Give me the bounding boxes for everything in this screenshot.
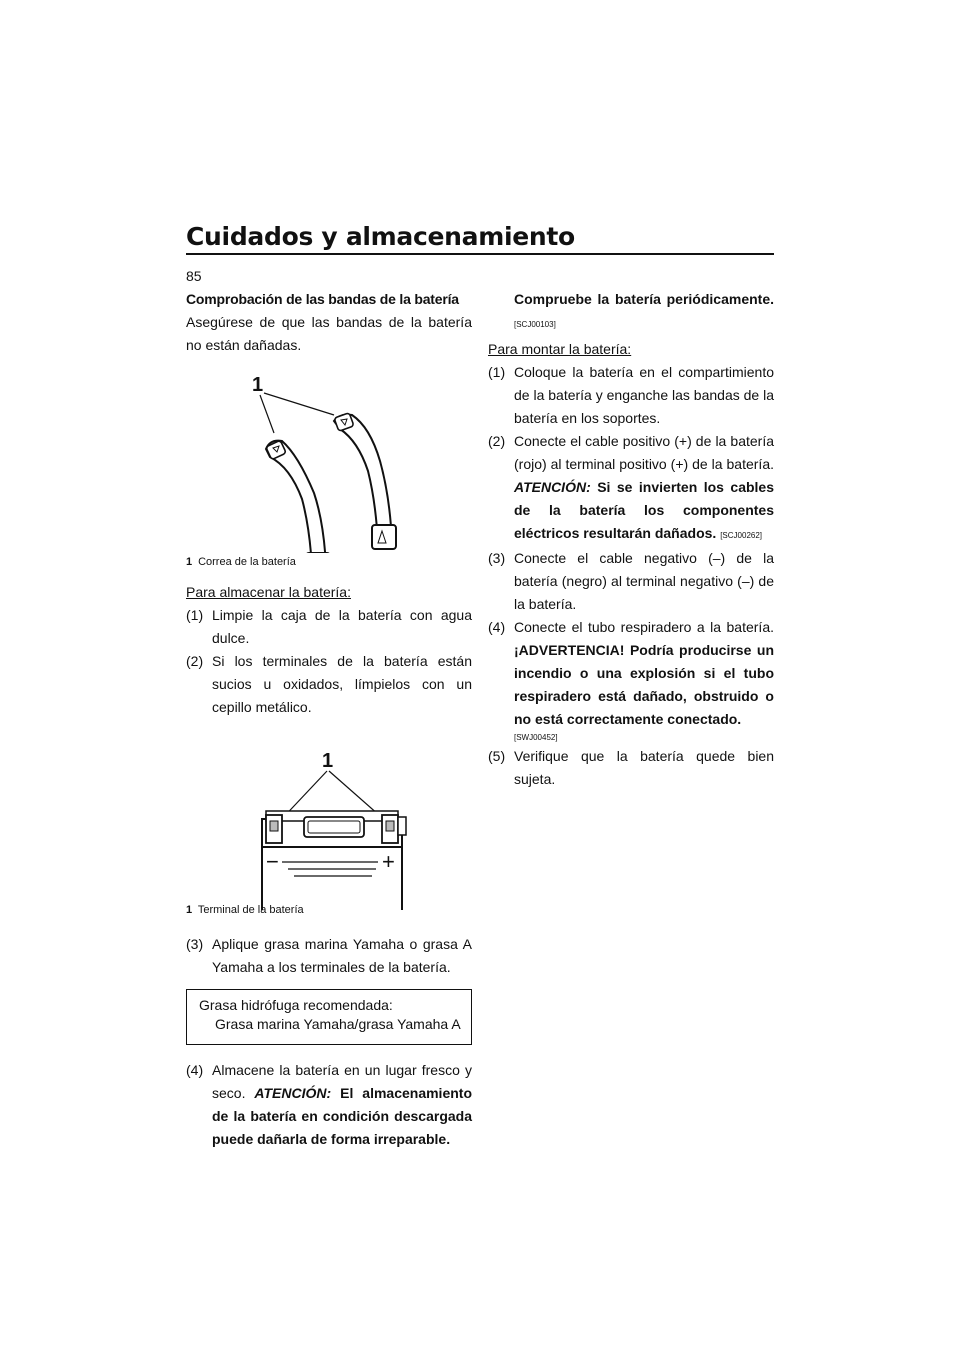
list-item [186,1059,472,1151]
caution-label: ATENCIÓN: [514,479,591,495]
caption-number: 1 [186,904,193,916]
caution-text: Si se invierten los cables de la batería los componentes eléctricos resultarán dañados. [514,479,775,541]
minus-label: − [266,849,279,874]
caption-number: 1 [186,556,193,568]
battery-terminal-illustration [186,745,472,910]
right-column [488,288,774,791]
figure-caption [186,555,472,569]
list-item-continued [488,288,774,336]
list-item [186,933,472,979]
page-header [186,222,774,252]
list-item [488,547,774,616]
page-number: 85 [186,268,202,284]
reference-code: [SCJ00262] [720,531,763,540]
plus-label: + [382,849,395,874]
step-text: Limpie la caja de la batería con agua dulce. [212,607,472,646]
step-number: (4) [186,1062,204,1078]
page-title: Cuidados y almacenamiento [186,222,575,251]
figure-label-1: 1 [252,374,264,396]
left-column [186,288,472,1151]
caution-label: ATENCIÓN: [254,1085,332,1101]
step-text [212,1059,472,1151]
store-subheading: Para almacenar la batería: [186,584,351,600]
step-text: Coloque la batería en el compartimiento de la batería y enganche las bandas de la batería en los soportes. [514,364,774,426]
list-item [186,650,472,719]
spec-label: Grasa hidrófuga recomendada: [199,997,393,1013]
spec-value: Grasa marina Yamaha/grasa Yamaha A [215,1016,461,1032]
step-text: Si los terminales de la batería están sucios u oxidados, límpielos con un cepillo metálico. [212,653,472,715]
section-heading: Comprobación de las bandas de la batería [186,291,459,307]
step-number: (3) [186,936,204,952]
battery-terminal-figure [186,745,472,910]
caution-text: El almacenamiento de la batería en condición descargada puede dañarla de forma irreparable. [212,1085,472,1147]
figure-label-2: 1 [322,750,334,772]
list-item [488,616,774,745]
list-item [488,430,774,547]
step-text: Aplique grasa marina Yamaha o grasa A Yamaha a los terminales de la batería. [212,936,472,975]
caption-text: Correa de la batería [198,556,296,568]
step-number: (5) [488,748,506,764]
step-number: (2) [488,433,506,449]
step-text [514,616,774,745]
step-text-main: Conecte el cable positivo (+) de la batería (rojo) al terminal positivo (+) de la batería. [514,433,774,472]
step-text-main: Conecte el tubo respiradero a la batería. [514,619,774,635]
step-number: (3) [488,550,506,566]
warning-text: ¡ADVERTENCIA! Podría producirse un incendio o una explosión si el tubo respiradero está dañado, obstruido o no está correctamente conectado. [514,642,774,727]
battery-strap-figure [186,357,472,553]
step-number: (2) [186,653,204,669]
step-text-main: Almacene la batería en un lugar fresco y seco. [212,1062,472,1101]
step-text: Conecte el cable negativo (–) de la batería (negro) al terminal negativo (–) de la batería. [514,550,774,612]
list-item [488,745,774,791]
battery-strap-illustration [186,357,472,553]
mount-subheading: Para montar la batería: [488,341,632,357]
step-text [514,430,774,547]
intro-paragraph: Asegúrese de que las bandas de la batería no están dañadas. [186,314,472,353]
header-rule [186,253,774,255]
caution-text: Compruebe la batería periódicamente. [514,291,774,307]
spec-box [186,989,472,1045]
step-text: Verifique que la batería quede bien sujeta. [514,748,774,787]
step-number: (4) [488,619,506,635]
reference-code: [SWJ00452] [514,733,558,742]
step-number: (1) [186,607,204,623]
list-item [488,361,774,430]
reference-code: [SCJ00103] [514,320,556,329]
step-number: (1) [488,364,506,380]
caption-text: Terminal de la batería [197,904,304,916]
list-item [186,604,472,650]
